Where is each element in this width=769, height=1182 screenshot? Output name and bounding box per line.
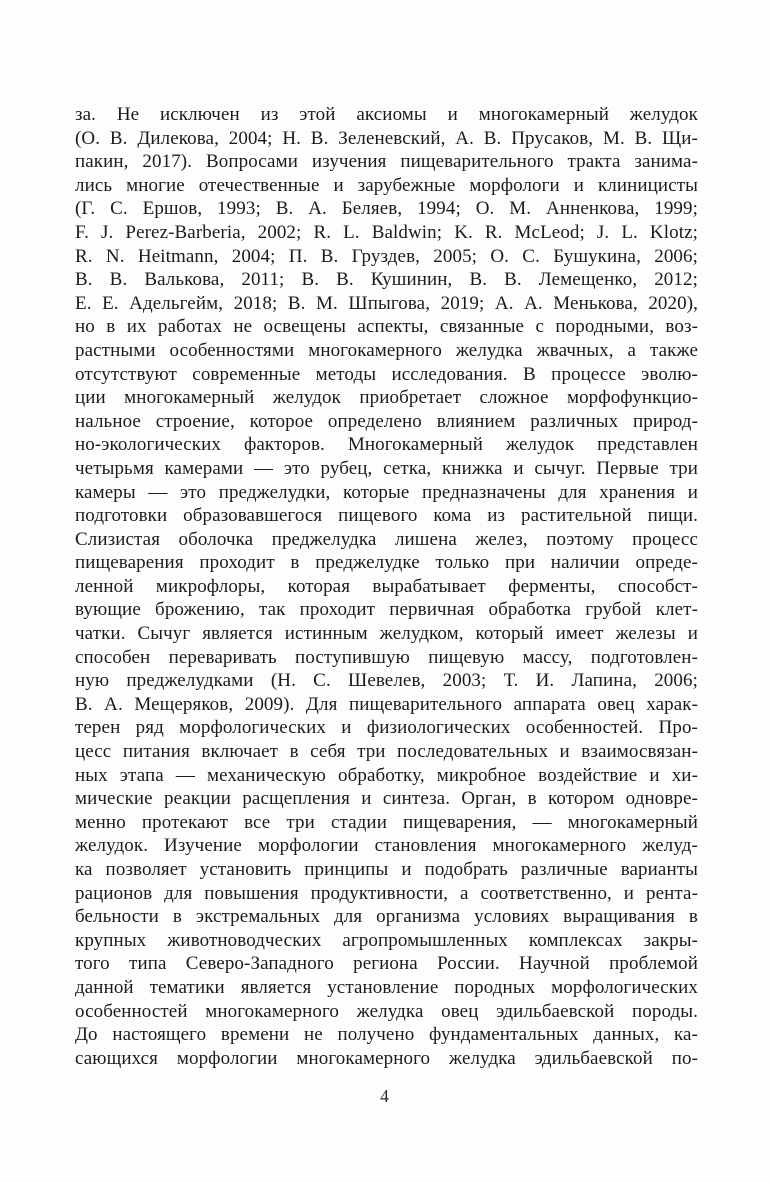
text-line: желудок. Изучение морфологии становления многокамерного желуд- (75, 835, 698, 857)
text-line: ную преджелудками (Н. С. Шевелев, 2003; Т. И. Лапина, 2006; (75, 670, 698, 692)
text-line: камеры — это преджелудки, которые предназначены для хранения и (75, 481, 698, 503)
text-line: отсутствуют современные методы исследования. В процессе эволю- (75, 363, 698, 385)
page-number: 4 (380, 1086, 389, 1106)
text-line: вующие брожению, так проходит первичная обработка грубой клет- (75, 599, 698, 621)
text-line: терен ряд морфологических и физиологических особенностей. Про- (75, 717, 698, 739)
text-line: менно протекают все три стадии пищеварения, — многокамерный (75, 811, 698, 833)
text-line: но в их работах не освещены аспекты, связанные с породными, воз- (75, 316, 698, 338)
text-line: До настоящего времени не получено фундаментальных данных, ка- (75, 1024, 698, 1046)
text-line: способен переваривать поступившую пищевую массу, подготовлен- (75, 646, 698, 668)
text-line: пакин, 2017). Вопросами изучения пищеварительного тракта занима- (75, 151, 698, 173)
text-line: за. Не исключен из этой аксиомы и многокамерный желудок (75, 104, 698, 125)
text-line: мические реакции расщепления и синтеза. Орган, в котором одновре- (75, 788, 698, 810)
text-line: нальное строение, которое определено влиянием различных природ- (75, 410, 698, 432)
text-line: лись многие отечественные и зарубежные морфологи и клиницисты (75, 174, 698, 196)
text-line: F. J. Perez-Barberia, 2002; R. L. Baldwin; K. R. McLeod; J. L. Klotz; (75, 221, 698, 243)
text-line: ленной микрофлоры, которая вырабатывает ферменты, способст- (75, 575, 698, 597)
text-line: данной тематики является установление породных морфологических (75, 976, 698, 998)
text-line: растными особенностями многокамерного желудка жвачных, а также (75, 339, 698, 361)
text-line: цесс питания включает в себя три последовательных и взаимосвязан- (75, 741, 698, 763)
text-line: Слизистая оболочка преджелудка лишена желез, поэтому процесс (75, 528, 698, 550)
text-line: ных этапа — механическую обработку, микробное воздействие и хи- (75, 764, 698, 786)
text-line: В. В. Валькова, 2011; В. В. Кушинин, В. В. Лемещенко, 2012; (75, 269, 698, 291)
text-line: Е. Е. Адельгейм, 2018; В. М. Шпыгова, 2019; А. А. Менькова, 2020), (75, 292, 698, 314)
text-line: сающихся морфологии многокамерного желудка эдильбаевской по- (75, 1047, 698, 1069)
text-line: ции многокамерный желудок приобретает сложное морфофункцио- (75, 387, 698, 409)
text-line: В. А. Мещеряков, 2009). Для пищеварительного аппарата овец харак- (75, 693, 698, 715)
text-line: (О. В. Дилекова, 2004; Н. В. Зеленевский, А. В. Прусаков, М. В. Щи- (75, 127, 698, 149)
body-text (75, 103, 698, 1070)
text-line: (Г. С. Ершов, 1993; В. А. Беляев, 1994; О. М. Анненкова, 1999; (75, 198, 698, 220)
text-line: ка позволяет установить принципы и подобрать различные варианты (75, 859, 698, 880)
text-line: крупных животноводческих агропромышленных комплексах закры- (75, 929, 698, 951)
text-line: рационов для повышения продуктивности, а соответственно, и рента- (75, 882, 698, 904)
text-line: того типа Северо-Западного региона России. Научной проблемой (75, 953, 698, 975)
text-line: подготовки образовавшегося пищевого кома из растительной пищи. (75, 505, 698, 527)
text-line: чатки. Сычуг является истинным желудком, который имеет железы и (75, 623, 698, 645)
text-line: R. N. Heitmann, 2004; П. В. Груздев, 2005; О. С. Бушукина, 2006; (75, 245, 698, 267)
text-line: но-экологических факторов. Многокамерный желудок представлен (75, 434, 698, 456)
text-line: особенностей многокамерного желудка овец эдильбаевской породы. (75, 1000, 698, 1022)
text-line: четырьмя камерами — это рубец, сетка, книжка и сычуг. Первые три (75, 457, 698, 479)
text-line: бельности в экстремальных для организма условиях выращивания в (75, 906, 698, 928)
text-line: пищеварения проходит в преджелудке только при наличии опреде- (75, 552, 698, 574)
